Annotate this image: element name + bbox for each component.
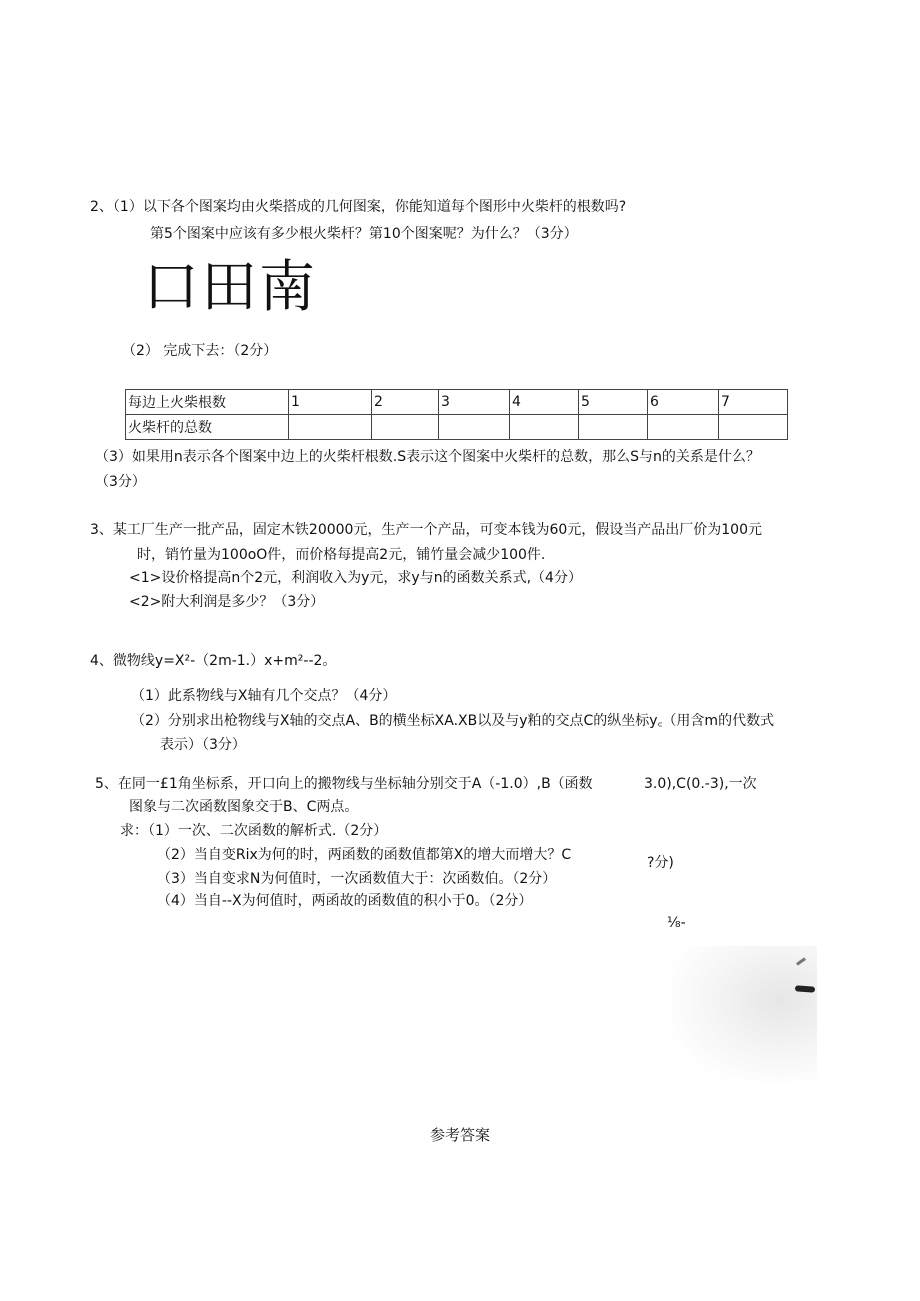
table-cell: 3	[439, 390, 510, 415]
scan-smudge	[672, 946, 817, 1081]
table-cell[interactable]	[719, 415, 788, 440]
q5-line4-right: ?分)	[647, 855, 674, 871]
table-cell: 1	[289, 390, 372, 415]
q5-line6: （4）当自--X为何值时，两函故的函数值的积小于0。（2分）	[157, 893, 533, 909]
table-cell: 5	[579, 390, 648, 415]
table-row	[126, 415, 788, 440]
q5-line2: 图象与二次函数图象交于B、C两点。	[129, 799, 359, 815]
q2-line1: 2、（1）以下各个图案均由火柴搭成的几何图案，你能知道每个图形中火柴杆的根数吗?	[90, 199, 627, 215]
table-cell: 6	[648, 390, 719, 415]
q5-line1: 5、在同一£1角坐标系，开口向上的搬物线与坐标轴分别交于A（-1.0）,B（函数	[95, 776, 593, 792]
matchstick-patterns: 口田南	[143, 255, 317, 320]
table-row	[126, 390, 788, 415]
q3-line3: <1>设价格提高n个2元，利润收入为y元，求y与n的函数关系式,（4分）	[129, 570, 582, 586]
table-cell[interactable]	[579, 415, 648, 440]
table-cell[interactable]	[439, 415, 510, 440]
q2-line2: 第5个图案中应该有多少根火柴杆？第10个图案呢？为什么？（3分）	[150, 226, 578, 242]
q4-line1: 4、微物线y=X²-（2m-1.）x+m²--2。	[90, 653, 337, 669]
q3-line1: 3、某工厂生产一批产品，固定木铁20000元，生产一个产品，可变本钱为60元，假设当产品出厂价为100元	[90, 522, 762, 538]
table-cell: 7	[719, 390, 788, 415]
q5-line5: （3）当自变求N为何值时，一次函数值大于：次函数伯。（2分）	[157, 871, 557, 887]
smudge-tick	[796, 957, 806, 965]
q2-part3-line2: （3分）	[95, 474, 146, 490]
q2-part3-line1: （3）如果用n表示各个图案中边上的火柴杆根数.S表示这个图案中火柴杆的总数，那么S与n的关系是什么？	[95, 449, 760, 465]
matchstick-table	[125, 389, 788, 440]
table-cell: 4	[510, 390, 579, 415]
table-cell[interactable]	[372, 415, 439, 440]
q2-part2: （2） 完成下去：（2分）	[122, 343, 278, 359]
q5-line1-right: 3.0),C(0.-3),一次	[644, 776, 757, 792]
table-cell[interactable]	[289, 415, 372, 440]
q4-line4: 表示）（3分）	[160, 737, 246, 753]
q4-line3: （2）分别求出枪物线与X轴的交点A、B的横坐标XA.XB以及与y粕的交点C的纵坐标y꜀（用含m的代数式	[131, 713, 775, 729]
q5-line4: （2）当自变Rix为何的时，两函数的函数值都第X的增大而增大？C	[157, 847, 572, 863]
smudge-stroke	[795, 985, 815, 992]
stray-mark: ⅛-	[667, 915, 686, 931]
table-cell[interactable]	[648, 415, 719, 440]
footer-title: 参考答案	[429, 1126, 490, 1144]
table-header-cell: 每边上火柴根数	[126, 390, 289, 415]
table-cell: 2	[372, 390, 439, 415]
q3-line2: 时，销竹量为100oO件，而价格每提高2元，铺竹量会减少100件.	[137, 547, 546, 563]
q4-line2: （1）此系物线与X轴有几个交点？（4分）	[131, 688, 397, 704]
q5-line3: 求：（1）一次、二次函数的解析式.（2分）	[120, 823, 388, 839]
table-cell[interactable]	[510, 415, 579, 440]
q3-line4: <2>附大利润是多少？（3分）	[129, 594, 325, 610]
table-header-cell: 火柴杆的总数	[126, 415, 289, 440]
